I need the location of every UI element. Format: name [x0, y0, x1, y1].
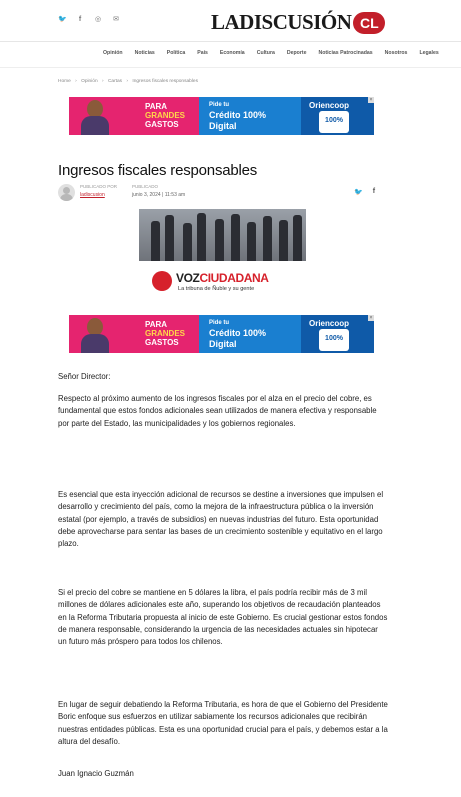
- facebook-icon[interactable]: f: [372, 188, 376, 195]
- site-logo[interactable]: [211, 10, 385, 35]
- share-buttons: [354, 188, 375, 196]
- breadcrumb-home[interactable]: Home: [58, 79, 71, 84]
- phone-icon: [319, 111, 349, 133]
- nav-item-legales[interactable]: Legales: [419, 50, 439, 56]
- ad-text: Crédito 100%: [209, 328, 267, 338]
- ad-text: Digital: [209, 339, 237, 349]
- ad-right-panel: [301, 315, 374, 353]
- breadcrumb-separator: ›: [101, 79, 104, 84]
- breadcrumb-separator: ›: [75, 79, 77, 84]
- crowd-photo: [139, 209, 306, 261]
- ad-person-image: [75, 318, 115, 353]
- article-meta: [58, 183, 388, 205]
- logo-text: LADISCUSIÓN: [211, 10, 352, 34]
- voz-title-a: VOZ: [176, 271, 200, 285]
- voz-title: [176, 271, 269, 285]
- voz-subtitle: La tribuna de Ñuble y su gente: [178, 286, 255, 292]
- megaphone-icon: [152, 271, 172, 291]
- ad-person-image: [75, 100, 115, 135]
- instagram-icon[interactable]: ◎: [94, 16, 102, 23]
- voz-logo: [139, 261, 306, 303]
- breadcrumb-current: Ingresos fiscales responsables: [132, 79, 198, 84]
- facebook-icon[interactable]: f: [78, 16, 82, 23]
- twitter-icon[interactable]: 🐦: [354, 189, 363, 196]
- main-nav: [0, 42, 461, 68]
- article-paragraph: Respecto al próximo aumento de los ingresos fiscales por el alza en el precio del cobre, es fundamental que estos fondos adicionales sean utilizados de manera efectiva y responsable por parte del Estado, las municipalidades y los gobiernos regionales.: [58, 394, 377, 428]
- article-paragraph: En lugar de seguir debatiendo la Reforma Tributaria, es hora de que el Gobierno del Presidente Boric enfoque sus esfuerzos en utilizar sabiamente los recursos adicionales que recibirán nuestras entidades públicas. Esta es una oportunidad crucial para el país, y debemos estar a la altura del desafío.: [58, 700, 388, 746]
- ad-phone-text: 100%: [325, 117, 343, 124]
- breadcrumb-opinion[interactable]: Opinión: [81, 79, 98, 84]
- ad-text: GRANDES: [145, 111, 186, 120]
- breadcrumb-cartas[interactable]: Cartas: [107, 79, 123, 84]
- ad-text: Crédito 100%: [209, 110, 267, 120]
- ad-brand: Oriencoop: [309, 101, 350, 110]
- ad-text: Pide tu: [209, 320, 230, 326]
- article-paragraph: Es esencial que esta inyección adicional de recursos se destine a inversiones que impulsen el desarrollo y crecimiento del país, como la mejora de la infraestructura pública o la inversión estatal (por ejemplo, a través de subsidios) en nuevas industrias del futuro. Esta oportunidad debe aprovecharse para sentar las bases de un crecimiento sostenible y equitativo en el largo plazo.: [58, 490, 384, 549]
- ad-mid-panel: [199, 97, 301, 135]
- published-label: PUBLICADO: [132, 184, 159, 189]
- nav-item-nosotros[interactable]: Nosotros: [384, 50, 408, 56]
- breadcrumb-separator: ›: [126, 79, 129, 84]
- ad-left-panel: [69, 97, 199, 135]
- nav-item-noticias[interactable]: Noticias: [134, 50, 155, 56]
- publish-date: junio 3, 2024 | 11:53 am: [132, 192, 186, 198]
- published-by-label: PUBLICADO POR: [80, 184, 118, 189]
- nav-item-economia[interactable]: Economía: [219, 50, 245, 56]
- voz-ciudadana-image: [139, 209, 306, 303]
- page-title: Ingresos fiscales responsables: [58, 162, 258, 179]
- ad-close-icon[interactable]: ×: [369, 97, 373, 103]
- article-paragraph: Si el precio del cobre se mantiene en 5 dólares la libra, el país podría recibir más de 3 mil millones de dólares adicionales este año, superando los objetivos de recaudación planteados en la Reforma Tributaria propuesta al inicio de este Gobierno. Es crucial gestionar estos fondos de manera responsable, considerando la urgencia de las necesidades actuales sin hipotecar un futuro más próspero para todos los chilenos.: [58, 588, 388, 647]
- avatar: [58, 184, 75, 201]
- mail-icon[interactable]: ✉: [113, 16, 119, 23]
- ad-banner-mid[interactable]: [69, 315, 374, 353]
- ad-mid-panel: [199, 315, 301, 353]
- logo-badge: CL: [353, 12, 385, 34]
- phone-icon: [319, 329, 349, 351]
- ad-close-icon[interactable]: ×: [369, 315, 373, 321]
- social-links: [58, 16, 120, 24]
- ad-text: GASTOS: [145, 338, 179, 347]
- ad-text: PARA: [145, 320, 168, 329]
- ad-text: Pide tu: [209, 102, 230, 108]
- ad-text: Digital: [209, 121, 237, 131]
- author-link[interactable]: ladiscusion: [80, 192, 105, 198]
- twitter-icon[interactable]: 🐦: [58, 16, 67, 23]
- nav-item-pais[interactable]: País: [197, 50, 208, 56]
- nav-item-deporte[interactable]: Deporte: [286, 50, 307, 56]
- ad-banner-top[interactable]: [69, 97, 374, 135]
- nav-item-patrocinadas[interactable]: Noticias Patrocinadas: [318, 50, 373, 56]
- site-header: [0, 0, 461, 42]
- nav-item-politica[interactable]: Política: [166, 50, 186, 56]
- nav-item-opinion[interactable]: Opinión: [103, 50, 123, 56]
- voz-title-b: CIUDADANA: [199, 271, 269, 285]
- ad-brand: Oriencoop: [309, 319, 350, 328]
- ad-phone-text: 100%: [325, 335, 343, 342]
- letter-salutation: Señor Director:: [58, 372, 111, 381]
- ad-left-panel: [69, 315, 199, 353]
- ad-text: PARA: [145, 102, 168, 111]
- ad-right-panel: [301, 97, 374, 135]
- ad-text: GRANDES: [145, 329, 186, 338]
- breadcrumb: [58, 79, 201, 84]
- nav-item-cultura[interactable]: Cultura: [256, 50, 275, 56]
- ad-text: GASTOS: [145, 120, 179, 129]
- letter-signature: Juan Ignacio Guzmán: [58, 769, 134, 778]
